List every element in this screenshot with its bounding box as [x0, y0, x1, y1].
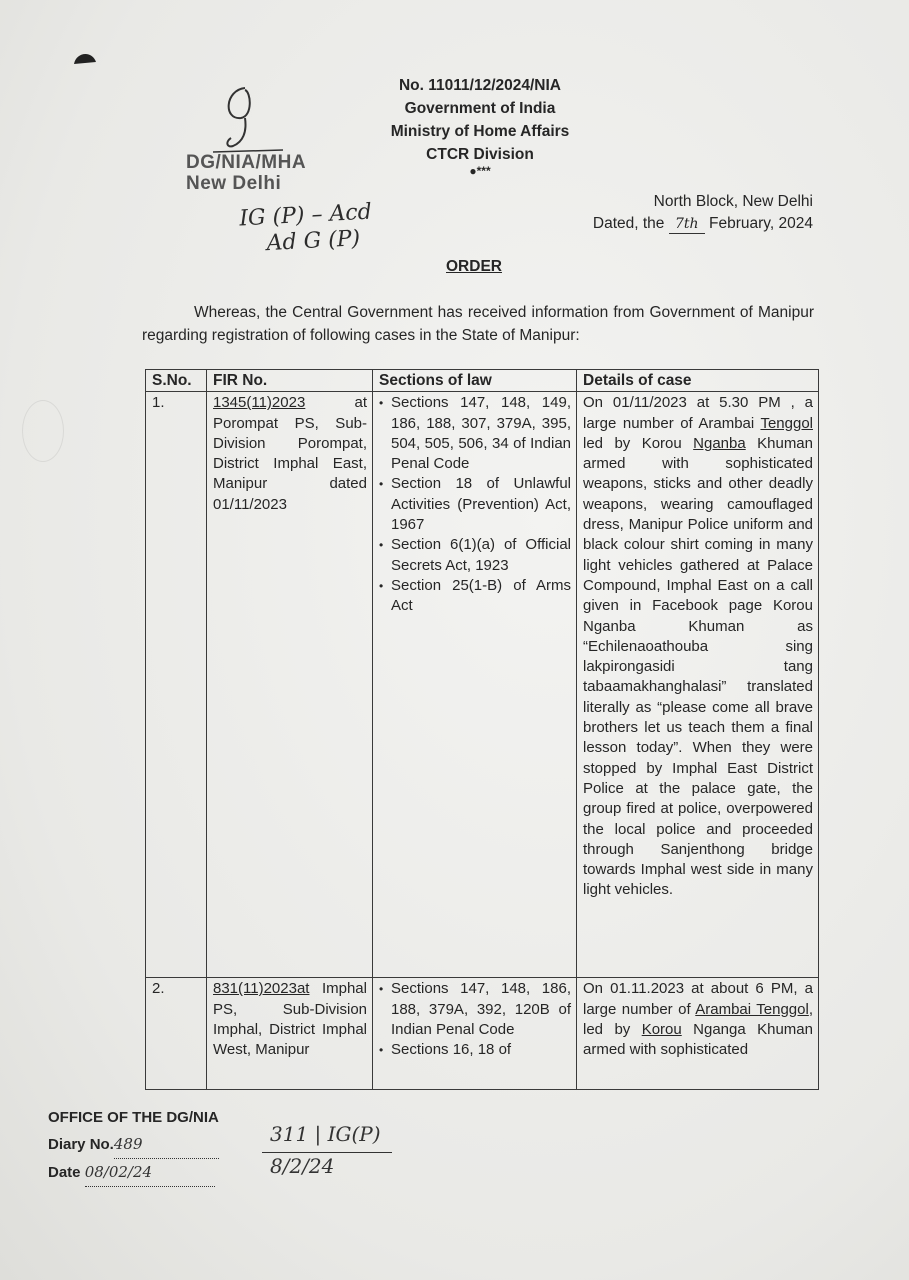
office-title: OFFICE OF THE DG/NIA [48, 1109, 219, 1126]
header-sections: Sections of law [373, 370, 577, 392]
intro-paragraph: Whereas, the Central Government has received information from Government of Manipur regarding registration of following cases in the State of Manipur: [142, 304, 814, 344]
reference-number: No. 11011/12/2024/NIA [398, 77, 561, 94]
header-mark: ●*** [469, 164, 491, 178]
stamp-line-2: New Delhi [186, 173, 282, 194]
office-date-value: 08/02/24 [85, 1159, 215, 1187]
details-text-d: Nganba [693, 434, 746, 452]
receipt-stamp [186, 152, 306, 194]
section-item: • Section 18 of Unlawful Activities (Prevention) Act, 1967 [379, 474, 571, 535]
fir-details: Imphal PS, Sub-Division Imphal, District Imphal West, Manipur [213, 980, 367, 1059]
handwritten-marking [239, 200, 374, 259]
dg-handwritten-note [270, 1118, 381, 1182]
section-item: • Section 25(1-B) of Arms Act [379, 576, 571, 617]
details-text-e: Khuman armed with sophisticated weapons, sticks and other deadly weapons, wearing camouflaged dress, Manipur Police uniform and black colour shirt coming in many light vehicles gathered at Palace Compound, Imphal East on a call given in Facebook page Korou Nganba Khuman as “Echilenaoathouba sing lakpirongasidi tang tabaamakhanghalasi” translated literally as “please come all brave brothers let us teach them a final lesson today”. When they were stopped by Imphal East District Police at the palace gate, the group fired at police, overpowered the local police and proceeded through Sanjenthong bridge towards Imphal west side in many light vehicles. [583, 434, 813, 899]
table-row [146, 978, 819, 1090]
date-suffix: February, 2024 [709, 215, 813, 232]
header-ministry: Ministry of Home Affairs [390, 123, 570, 140]
header-fir: FIR No. [207, 370, 373, 392]
details-text-d: Korou [641, 1020, 682, 1038]
cell-sections [373, 392, 577, 978]
table-row [146, 392, 819, 978]
header-details: Details of case [577, 370, 819, 392]
cell-details [577, 978, 819, 1090]
header-division: CTCR Division [426, 146, 534, 163]
date-day: 7th [669, 215, 705, 234]
diary-line [48, 1131, 219, 1159]
cell-sno: 1. [146, 392, 207, 978]
diary-label: Diary No. [48, 1136, 114, 1153]
order-title: ORDER [446, 258, 502, 275]
place-location: North Block, New Delhi [653, 193, 813, 210]
details-text-e: Nganga Khuman armed with sophisticated [583, 1020, 813, 1059]
office-date-line [48, 1159, 219, 1187]
header-sno: S.No. [146, 370, 207, 392]
cell-fir [207, 978, 373, 1090]
details-text-a: On 01/11/2023 at 5.30 PM , a large number of Arambai [583, 394, 813, 432]
office-date-label: Date [48, 1164, 81, 1181]
handwritten-line-2: Ad G (P) [266, 226, 361, 257]
details-text-c: led by Korou [583, 434, 694, 452]
table-header-row [146, 370, 819, 392]
section-item: • Sections 147, 148, 186, 188, 379A, 392, 120B of Indian Penal Code [379, 979, 571, 1040]
date-line [593, 213, 813, 235]
dg-note-divider [262, 1152, 392, 1153]
dg-note-line-2: 8/2/24 [270, 1154, 335, 1178]
stamp-line-1: DG/NIA/MHA [186, 152, 307, 173]
fir-number: 1345(11)2023 [213, 394, 306, 412]
cell-sno: 2. [146, 978, 207, 1090]
office-stamp [48, 1104, 219, 1187]
section-item: • Sections 16, 18 of [379, 1040, 571, 1060]
details-text-a: On 01.11.2023 at about 6 PM, a large number of [583, 980, 813, 1018]
letter-header [360, 74, 600, 176]
cases-table [145, 369, 819, 1090]
details-text-c: , led by [583, 1000, 813, 1038]
section-item: • Sections 147, 148, 149, 186, 188, 307, 379A, 395, 504, 505, 506, 34 of Indian Penal Code [379, 393, 571, 474]
cell-details [577, 392, 819, 978]
scan-smudge [22, 400, 64, 462]
handwritten-line-1: IG (P) – Acd [238, 199, 373, 232]
dg-note-line-1: 311 | IG(P) [270, 1122, 381, 1146]
punch-hole-mark [72, 48, 98, 68]
section-item: • Section 6(1)(a) of Official Secrets Act, 1923 [379, 535, 571, 576]
place-and-date [593, 191, 813, 235]
cell-sections [373, 978, 577, 1090]
cell-fir [207, 392, 373, 978]
initials-signature [205, 80, 285, 160]
details-text-b: Arambai Tenggol [695, 1000, 809, 1018]
date-prefix: Dated, the [592, 215, 665, 232]
details-text-b: Tenggol [760, 414, 813, 432]
diary-value: 489 [114, 1131, 219, 1159]
fir-details: at Porompat PS, Sub-Division Porompat, District Imphal East, Manipur dated 01/11/2023 [213, 394, 367, 513]
fir-number: 831(11)2023at [213, 980, 310, 998]
header-government: Government of India [404, 100, 556, 117]
